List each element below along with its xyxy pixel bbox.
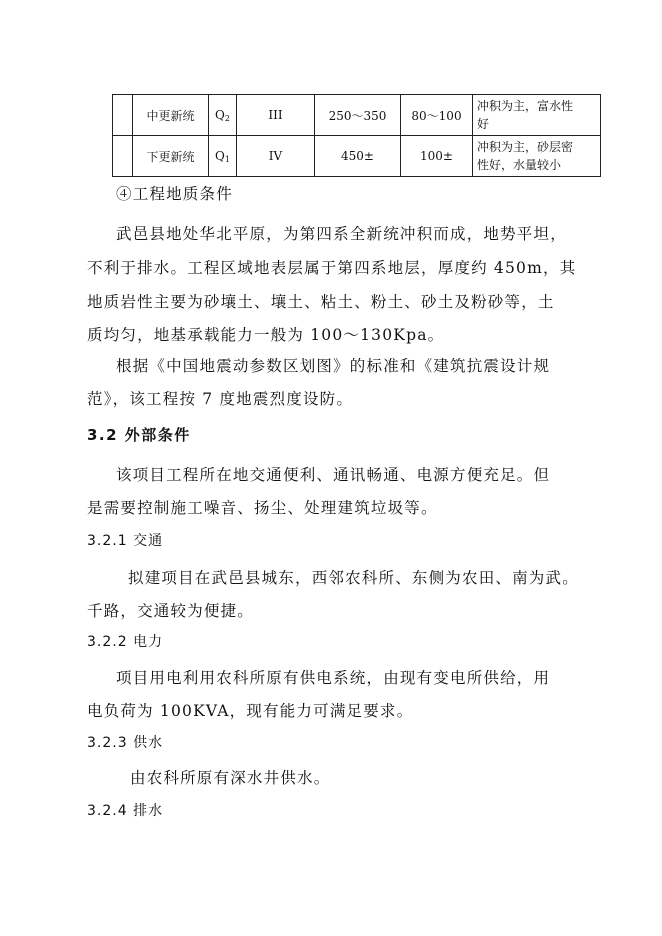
note-line: 性好，水量较小 (477, 158, 562, 172)
table-row (113, 95, 601, 136)
paragraph-line: 千路，交通较为便捷。 (87, 602, 255, 620)
code-subscript: 2 (224, 113, 230, 123)
paragraph-line: 范》，该工程按 7 度地震烈度设防。 (87, 390, 354, 408)
table-cell-depth: 250～350 (315, 95, 401, 136)
geology-table (112, 94, 601, 177)
table-cell-blank (113, 95, 133, 136)
table-cell-name: 中更新统 (133, 95, 209, 136)
table-cell-code (209, 136, 237, 177)
paragraph-line: 质均匀，地基承载能力一般为 100～130Kpa。 (87, 326, 445, 344)
table-cell-depth: 450± (315, 136, 401, 177)
note-line: 好 (477, 117, 490, 131)
table-cell-blank (113, 136, 133, 177)
section-title-3-2: 3.2 外部条件 (87, 426, 191, 444)
table-cell-code (209, 95, 237, 136)
table-cell-level: IV (237, 136, 315, 177)
paragraph-line: 该项目工程所在地交通便利、通讯畅通、电源方便充足。但 (116, 466, 551, 484)
table-cell-note (473, 136, 601, 177)
table-row (113, 136, 601, 177)
paragraph-line: 地质岩性主要为砂壤土、壤土、粘土、粉土、砂土及粉砂等，土 (87, 293, 555, 311)
paragraph-line: 不利于排水。工程区域地表层属于第四系地层，厚度约 450m，其 (87, 259, 577, 277)
note-line: 冲积为主，富水性 (477, 99, 574, 113)
table-cell-thickness: 100± (401, 136, 473, 177)
paragraph-line: 电负荷为 100KVA，现有能力可满足要求。 (87, 702, 414, 720)
code-text: Q (215, 107, 225, 122)
paragraph-line: 武邑县地处华北平原，为第四系全新统冲积而成，地势平坦， (116, 225, 567, 243)
code-text: Q (215, 148, 225, 163)
paragraph-line: 由农科所原有深水井供水。 (130, 769, 331, 787)
table-cell-thickness: 80～100 (401, 95, 473, 136)
geo-condition-title: ④工程地质条件 (116, 185, 233, 203)
note-line: 冲积为主，砂层密 (477, 140, 574, 154)
paragraph-line: 根据《中国地震动参数区划图》的标准和《建筑抗震设计规 (116, 357, 551, 375)
section-title-3-2-3: 3.2.3 供水 (87, 735, 164, 751)
section-title-3-2-4: 3.2.4 排水 (87, 803, 164, 819)
code-subscript: 1 (224, 154, 230, 164)
table-cell-name: 下更新统 (133, 136, 209, 177)
paragraph-line: 是需要控制施工噪音、扬尘、处理建筑垃圾等。 (87, 499, 438, 517)
paragraph-line: 项目用电利用农科所原有供电系统，由现有变电所供给，用 (116, 669, 551, 687)
paragraph-line: 拟建项目在武邑县城东，西邻农科所、东侧为农田、南为武。 (128, 569, 579, 587)
table-cell-level: III (237, 95, 315, 136)
table-cell-note (473, 95, 601, 136)
section-title-3-2-1: 3.2.1 交通 (87, 533, 164, 549)
section-title-3-2-2: 3.2.2 电力 (87, 634, 164, 650)
